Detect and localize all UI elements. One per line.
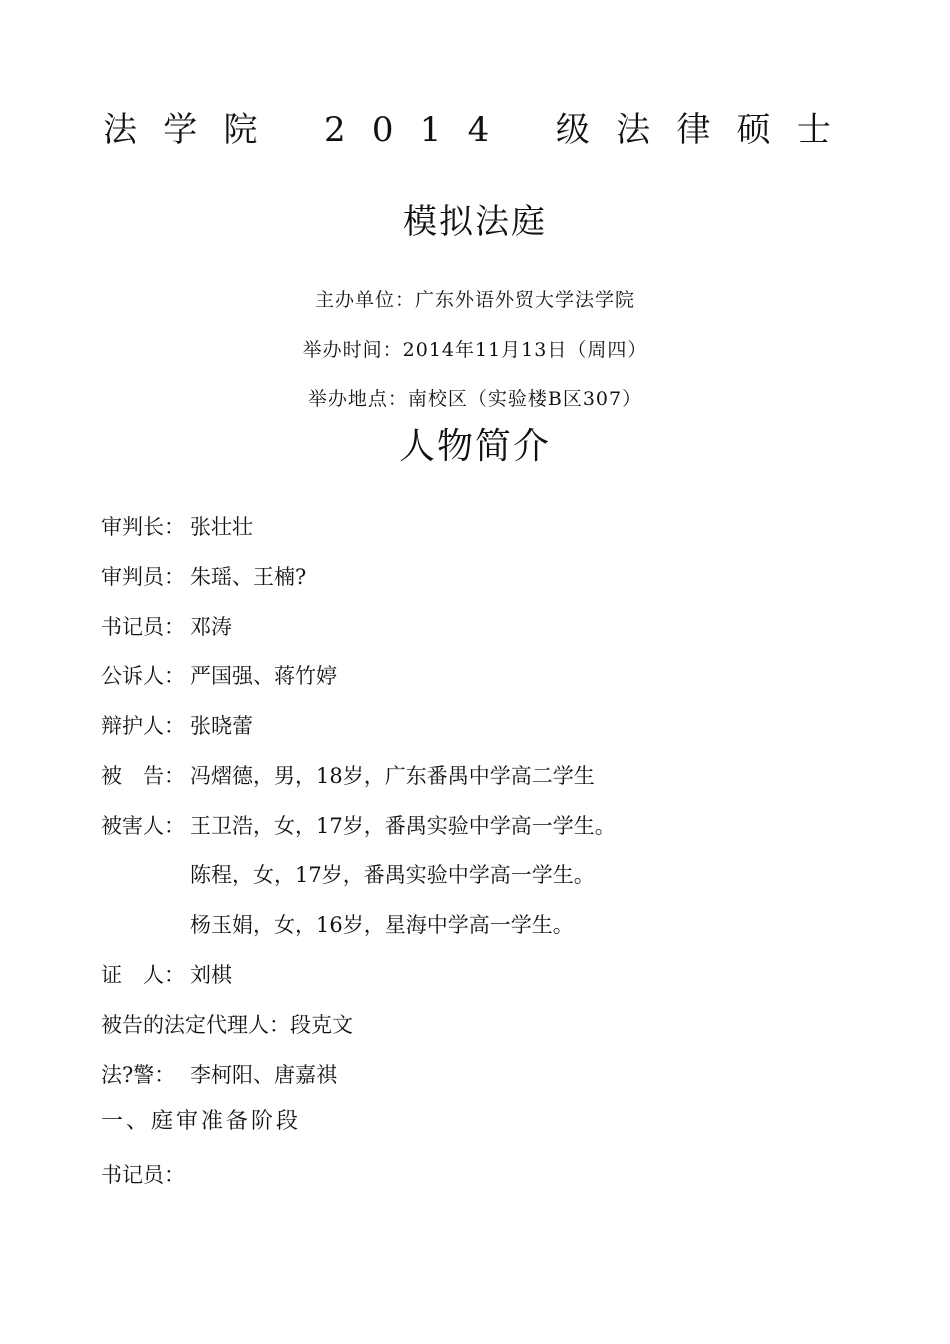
- role-row-prosecutors: [101, 661, 337, 691]
- clerk-label-line: 书记员：: [101, 1163, 185, 1187]
- section-heading: 一、庭审准备阶段: [101, 1109, 302, 1134]
- role-row-judges: [101, 562, 306, 592]
- time-line: 举办时间：2014年11月13日（周四）: [302, 339, 648, 361]
- role-value: 刘棋: [190, 963, 232, 987]
- title-char: 硕: [736, 110, 771, 150]
- organizer-line: 主办单位：广东外语外贸大学法学院: [314, 289, 635, 311]
- role-value: 段克文: [290, 1013, 353, 1037]
- role-row-clerk: [101, 612, 232, 642]
- role-row-victims: [101, 811, 616, 841]
- title-char: 级: [555, 110, 590, 150]
- role-label: 证 人：: [101, 963, 185, 987]
- title-char: 1: [419, 110, 442, 150]
- role-label: 公诉人：: [101, 664, 185, 688]
- title-char: 学: [163, 110, 198, 150]
- title-char: 0: [371, 110, 394, 150]
- title-char: 院: [223, 110, 258, 150]
- location-line: 举办地点：南校区（实验楼B区307）: [307, 388, 643, 410]
- role-value: 朱瑶、王楠?: [190, 565, 307, 589]
- title-char: 律: [676, 110, 711, 150]
- role-row-defender: [101, 711, 253, 741]
- characters-heading: 人物简介: [398, 426, 551, 467]
- role-label: 书记员：: [101, 615, 185, 639]
- document-title-line1: [103, 104, 831, 156]
- title-char: 法: [103, 110, 137, 150]
- role-label: 被 告：: [101, 764, 185, 788]
- role-label: 被告的法定代理人：: [101, 1013, 290, 1037]
- role-value: 冯熠德，男，18岁，广东番禺中学高二学生: [190, 764, 595, 788]
- title-char: 士: [796, 110, 831, 150]
- role-row-legal-guardian: [101, 1010, 353, 1040]
- title-char: 2: [324, 110, 346, 150]
- role-value: 严国强、蒋竹婷: [190, 664, 337, 688]
- role-value: 李柯阳、唐嘉祺: [190, 1063, 337, 1087]
- document-title-line2: 模拟法庭: [403, 202, 547, 242]
- title-char: 法: [616, 110, 651, 150]
- role-label: 法?警：: [101, 1063, 176, 1087]
- role-value: 张壮壮: [190, 515, 253, 539]
- role-row-bailiffs: [101, 1060, 337, 1090]
- role-value: 邓涛: [190, 615, 232, 639]
- role-value: 张晓蕾: [190, 714, 253, 738]
- role-row-defendant: [101, 761, 595, 791]
- title-char: 4: [467, 110, 490, 150]
- role-label: 审判员：: [101, 565, 185, 589]
- role-label: 辩护人：: [101, 714, 185, 738]
- role-value: 王卫浩，女，17岁，番禺实验中学高一学生。: [190, 814, 616, 838]
- role-row-chief-judge: [101, 512, 253, 542]
- role-row-witness: [101, 960, 232, 990]
- role-label: 审判长：: [101, 515, 185, 539]
- role-label: 被害人：: [101, 814, 185, 838]
- victim-extra-row: 陈程，女，17岁，番禺实验中学高一学生。: [190, 863, 595, 887]
- victim-extra-row: 杨玉娟，女，16岁，星海中学高一学生。: [190, 913, 574, 937]
